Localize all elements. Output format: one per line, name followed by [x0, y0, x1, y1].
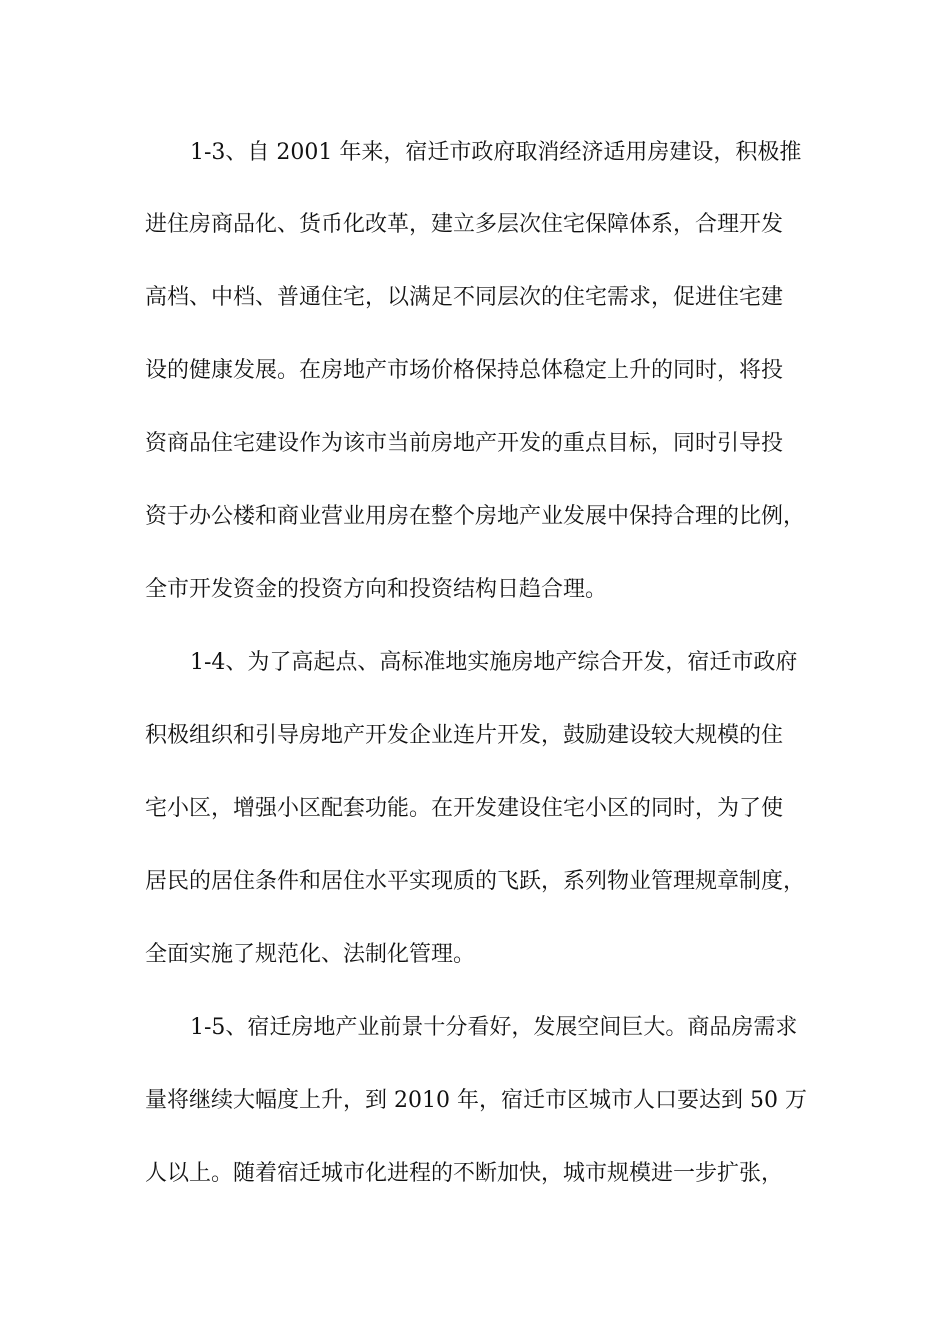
paragraph-2-line-1: 1-4、为了高起点、高标准地实施房地产综合开发，宿迁市政府 [190, 650, 798, 675]
paragraph-1-line-6: 资于办公楼和商业营业用房在整个房地产业发展中保持合理的比例， [145, 504, 806, 529]
paragraph-1-line-5: 资商品住宅建设作为该市当前房地产开发的重点目标，同时引导投 [145, 431, 784, 456]
paragraph-1-line-2: 进住房商品化、货币化改革，建立多层次住宅保障体系，合理开发 [145, 212, 784, 237]
paragraph-3-line-3: 人以上。随着宿迁城市化进程的不断加快，城市规模进一步扩张， [145, 1161, 784, 1186]
paragraph-3-line-1: 1-5、宿迁房地产业前景十分看好，发展空间巨大。商品房需求 [190, 1015, 798, 1040]
paragraph-2-line-5: 全面实施了规范化、法制化管理。 [145, 942, 476, 967]
paragraph-1-line-1: 1-3、自 2001 年来，宿迁市政府取消经济适用房建设，积极推 [190, 140, 802, 165]
paragraph-1-line-3: 高档、中档、普通住宅，以满足不同层次的住宅需求，促进住宅建 [145, 285, 784, 310]
paragraph-1-line-7: 全市开发资金的投资方向和投资结构日趋合理。 [145, 577, 608, 602]
paragraph-1-line-4: 设的健康发展。在房地产市场价格保持总体稳定上升的同时，将投 [145, 358, 784, 383]
paragraph-2-line-2: 积极组织和引导房地产开发企业连片开发，鼓励建设较大规模的住 [145, 723, 784, 748]
paragraph-2-line-3: 宅小区，增强小区配套功能。在开发建设住宅小区的同时，为了使 [145, 796, 784, 821]
paragraph-3-line-2: 量将继续大幅度上升，到 2010 年，宿迁市区城市人口要达到 50 万 [145, 1088, 807, 1113]
paragraph-2-line-4: 居民的居住条件和居住水平实现质的飞跃，系列物业管理规章制度， [145, 869, 806, 894]
